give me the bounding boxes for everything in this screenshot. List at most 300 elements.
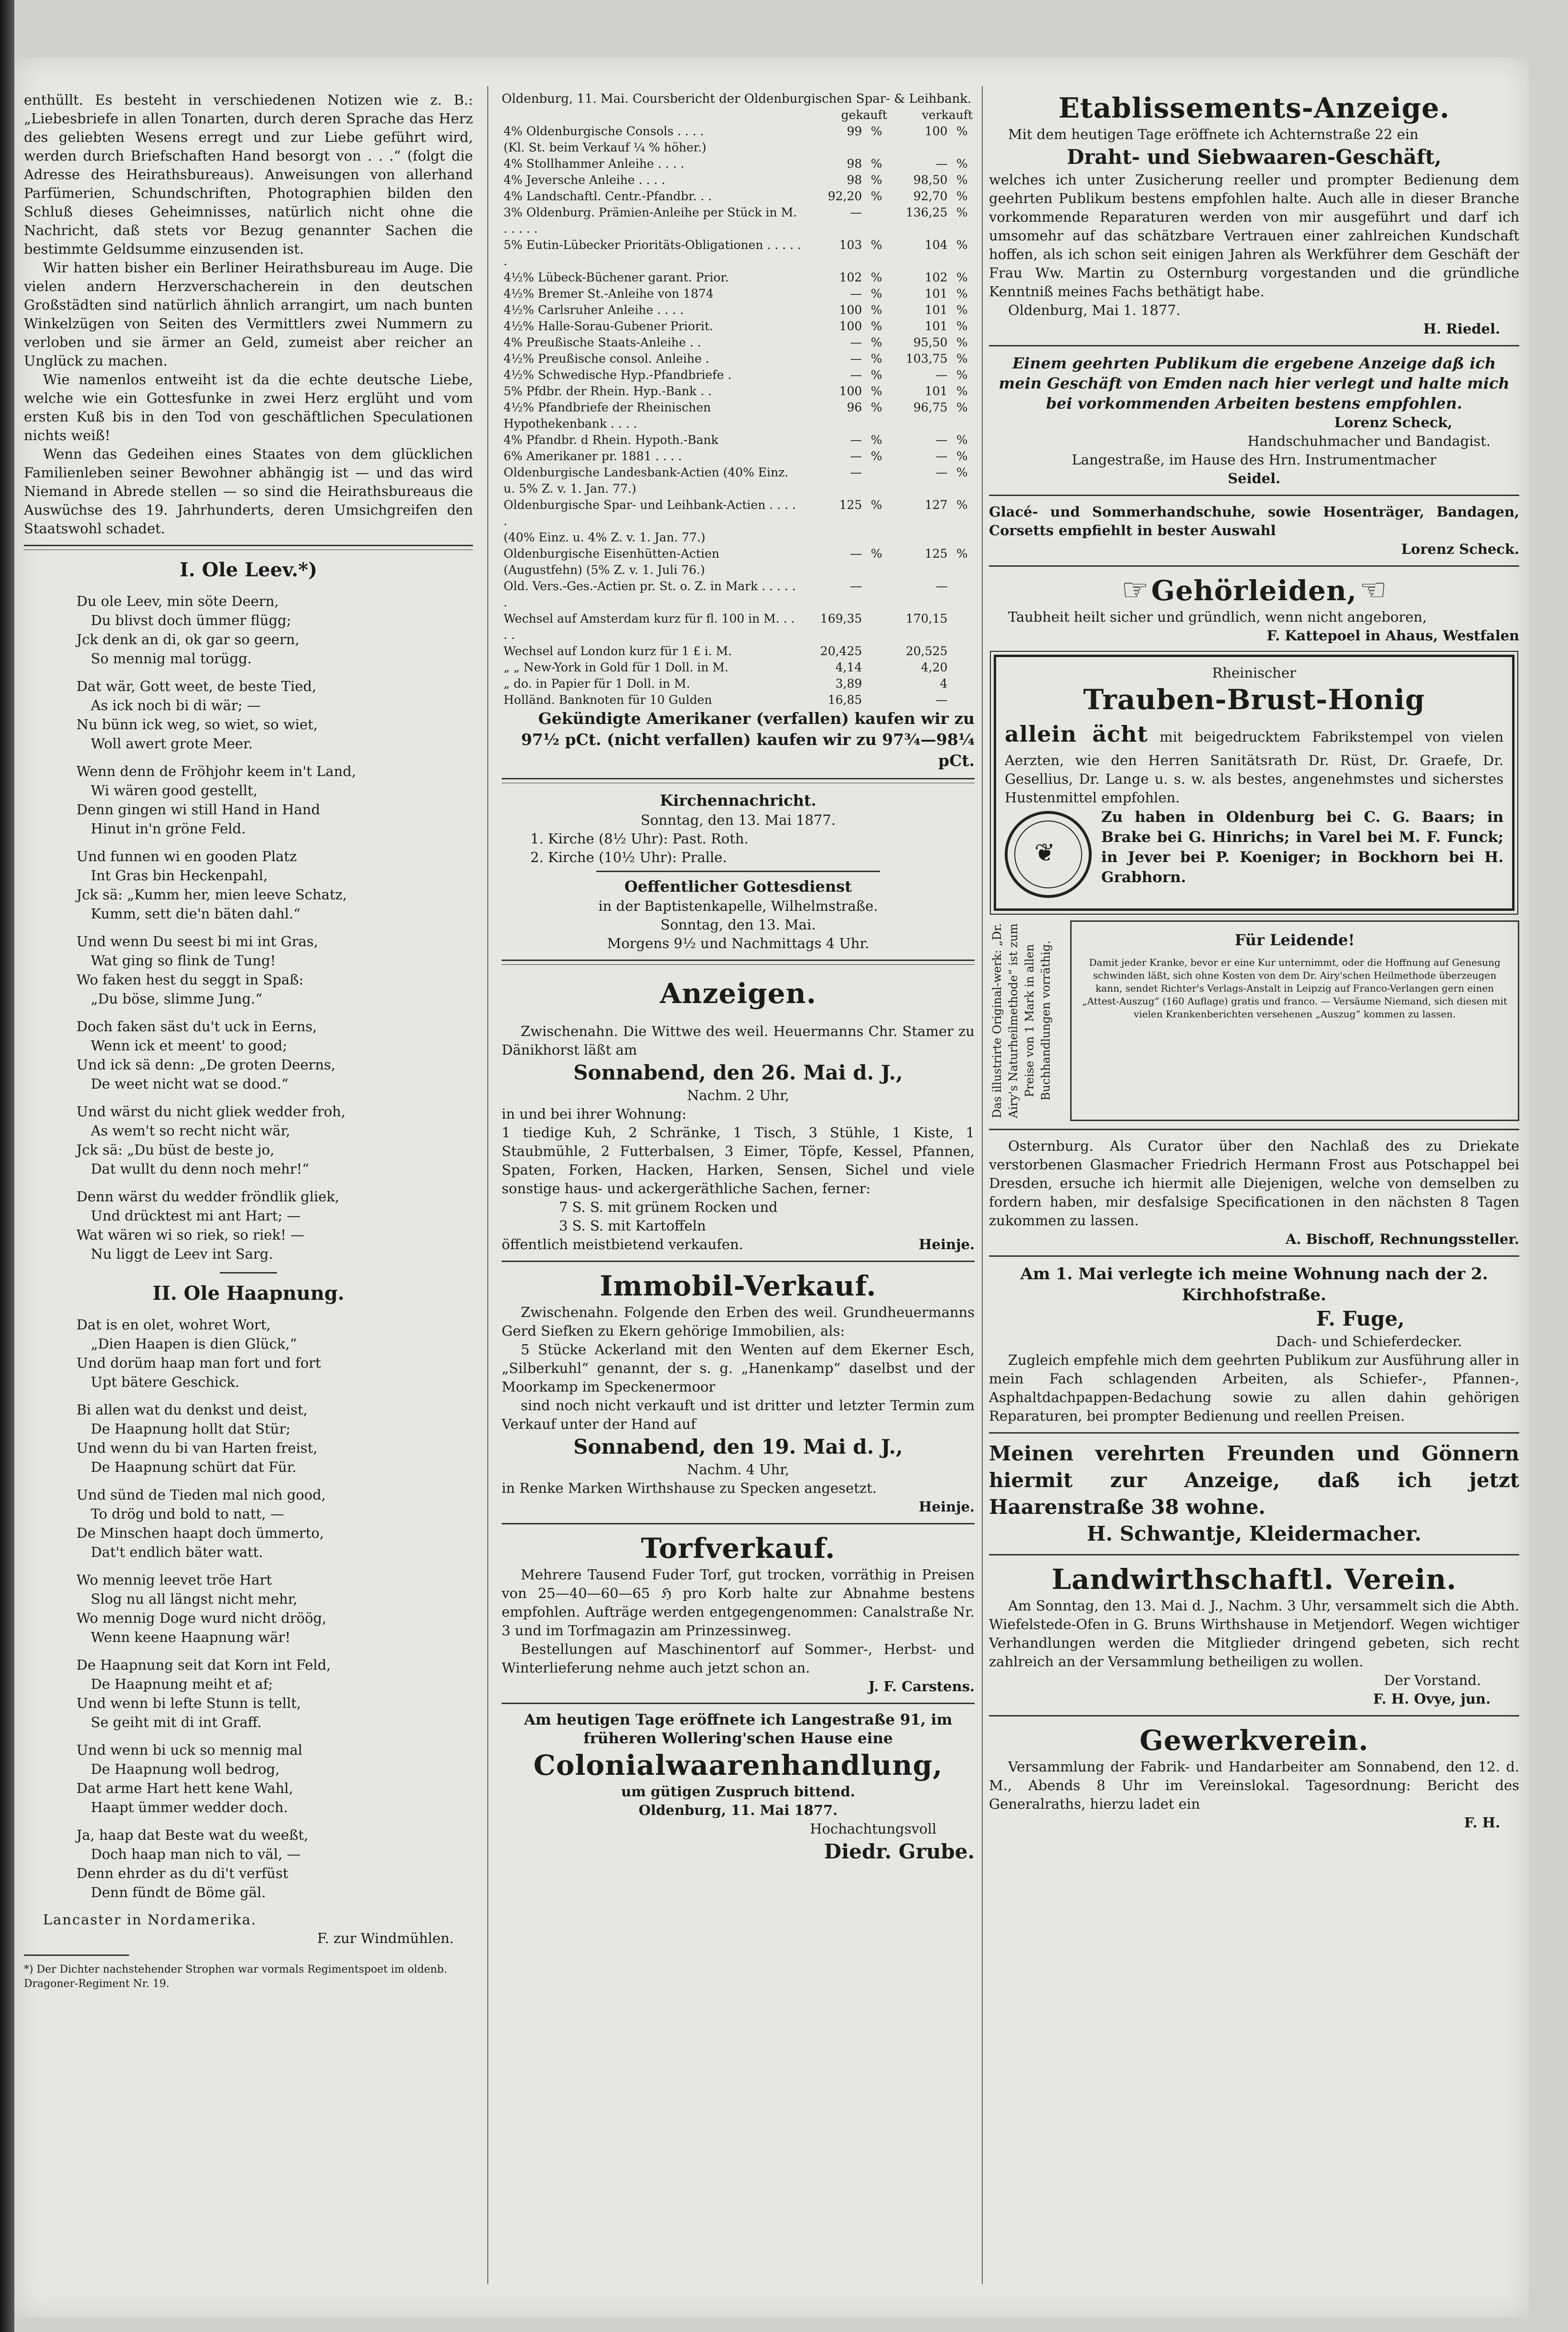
poem-stanza [76, 1315, 473, 1392]
course-name: 4% Preußische Staats-Anleihe . . [504, 335, 701, 349]
poem-stanza [76, 1187, 473, 1263]
course-unit: % [870, 384, 882, 398]
torf-signature: J. F. Carstens. [868, 1678, 975, 1695]
course-name: (Kl. St. beim Verkauf ¼ % höher.) [504, 140, 707, 154]
landwirt-board: Der Vorstand. [1384, 1672, 1481, 1688]
divider [502, 1261, 975, 1262]
course-unit [949, 692, 975, 708]
course-sold: 136,25 [905, 205, 948, 219]
col-gekauft: gekauft [841, 108, 887, 122]
course-bought: 100 [839, 303, 862, 317]
poem-stanza [76, 762, 473, 838]
leidende-box [1070, 920, 1519, 1121]
poem-line: Doch faken säst du't uck in Eerns, [76, 1018, 317, 1035]
colonial-regards: Hochachtungsvoll [810, 1821, 936, 1837]
course-unit: % [870, 189, 882, 203]
course-sold: 96,75 [913, 400, 948, 414]
course-bought: — [850, 579, 862, 593]
poem-line: Se geiht mit di int Graff. [91, 1714, 262, 1730]
poem-line: Jck denk an di, ok gar so geern, [76, 631, 300, 648]
course-bought: 98 [847, 173, 862, 187]
poem-line: De Haapnung meiht et af; [91, 1676, 273, 1692]
poem-line: Denn gingen wi still Hand in Hand [76, 801, 321, 818]
poem-line: Und sünd de Tieden mal nich good, [76, 1487, 326, 1503]
course-unit: % [870, 433, 882, 447]
course-bought: 96 [847, 400, 862, 414]
church-2: 2. Kirche (10½ Uhr): Pralle. [530, 849, 727, 865]
course-unit: % [956, 157, 968, 171]
footnote: *) Der Dichter nachstehender Strophen war vormals Regimentspoet im oldenb. Dragoner-Regiment Nr. 19. [24, 1964, 447, 1990]
course-row [502, 643, 975, 659]
course-unit: % [956, 547, 968, 561]
article-paragraph: Wenn das Gedeihen eines Staates von dem glücklichen Familienleben seiner Bewohner abhängig ist — und das wird Niemand in Abrede stellen — so sind die Heirathsbureaus die Auswüchse des 19. Jahrhunderts, deren Umsichgreifen den Staatswohl schadet. [24, 446, 473, 537]
immobil-items: 5 Stücke Ackerland mit den Wenten auf dem Ekerner Esch, „Silberkuhl“ genannt, der s. g. „Hanenkamp“ daselbst und der Moorkamp im Speckenermoor [502, 1341, 975, 1395]
auction-signature: Heinje. [919, 1236, 975, 1252]
etab-intro: Mit dem heutigen Tage eröffnete ich Achternstraße 22 ein [1008, 126, 1418, 142]
honig-claim: allein ächt [1005, 721, 1148, 747]
course-sold: — [935, 157, 948, 171]
course-name: 4% Stollhammer Anleihe . . . . [504, 157, 685, 171]
poem-stanza [76, 1017, 473, 1093]
course-bought: 99 [847, 124, 862, 138]
course-bought: 98 [847, 157, 862, 171]
course-name: Oldenburgische Eisenhütten-Actien (Augustfehn) (5% Z. v. 1. Juli 76.) [504, 547, 720, 577]
poem-line: De Haapnung woll bedrog, [91, 1761, 280, 1777]
auction-item-rocken: 7 S. S. mit grünem Rocken und [559, 1199, 778, 1215]
course-unit: % [956, 124, 968, 138]
course-unit [864, 578, 889, 611]
honig-claim-line [1005, 717, 1504, 807]
course-unit [864, 611, 889, 643]
course-sold: 92,70 [913, 189, 948, 203]
poem-title-ole-haapnung: II. Ole Haapnung. [152, 1282, 344, 1305]
poem-line: Wi wären good gestellt, [91, 782, 258, 799]
course-unit: % [870, 124, 882, 138]
divider [989, 495, 1519, 496]
course-unit [949, 140, 975, 156]
divider [989, 1432, 1519, 1434]
etab-date: Oldenburg, Mai 1. 1877. [1008, 302, 1181, 318]
divider [502, 778, 975, 783]
poem-line: Wenn denn de Fröhjohr keem in't Land, [76, 763, 356, 779]
fuge-text: Zugleich empfehle mich dem geehrten Publikum zur Ausführung aller in mein Fach schlagenden Arbeiten, als Schiefer-, Pfannen-, Asphaltdachpappen-Bedachung sowie zu allen dahin gehörigen Reparaturen, bei prompter Bedienung und reellen Preisen. [989, 1352, 1519, 1424]
service-2: Sonntag, den 13. Mai. [660, 917, 816, 933]
course-row [502, 270, 975, 286]
poem-line: Nu liggt de Leev int Sarg. [91, 1246, 273, 1262]
course-sold: 101 [924, 303, 948, 317]
course-unit: % [956, 384, 968, 398]
poem-line: Dat is en olet, wohret Wort, [76, 1317, 271, 1333]
poem-line: Haapt ümmer wedder doch. [91, 1799, 288, 1815]
column-rule [487, 86, 488, 2284]
poem-line: Dat arme Hart hett kene Wahl, [76, 1780, 293, 1796]
course-bought: 102 [839, 270, 862, 284]
auction-place: in und bei ihrer Wohnung: [502, 1106, 687, 1122]
course-unit [864, 464, 889, 497]
poem-line: Woll awert grote Meer. [91, 735, 253, 752]
course-unit [949, 529, 975, 546]
immobil-date: Sonnabend, den 19. Mai d. J., [573, 1435, 903, 1458]
course-unit: % [956, 303, 968, 317]
poem-stanza [76, 1485, 473, 1562]
course-row [502, 367, 975, 383]
course-unit [864, 140, 889, 156]
poem-line: Dat wär, Gott weet, de beste Tied, [76, 678, 317, 694]
divider [502, 960, 975, 965]
zickenheimer-seal [1005, 811, 1092, 898]
poem-line: Denn wärst du wedder fröndlik gliek, [76, 1188, 340, 1205]
course-row [502, 611, 975, 643]
poem-line: De Minschen haapt doch ümmerto, [76, 1525, 324, 1541]
divider [989, 1554, 1519, 1555]
poem-stanza [76, 1655, 473, 1732]
poem-line: Wat wären wi so riek, so riek! — [76, 1227, 304, 1243]
course-name: 4½% Pfandbriefe der Rheinischen Hypothekenbank . . . . [504, 400, 711, 431]
poem-line: Upt bätere Geschick. [91, 1374, 240, 1390]
poem-line: To drög und bold to natt, — [91, 1506, 284, 1522]
course-sold: — [935, 579, 948, 593]
poem-line: Wenn ick et meent' to good; [91, 1037, 288, 1054]
course-sold: 102 [924, 270, 948, 284]
poem-line: Dat wullt du denn noch mehr!“ [91, 1161, 310, 1177]
course-name: 4½% Lübeck-Büchener garant. Prior. [504, 270, 729, 284]
course-bought: 16,85 [827, 693, 862, 707]
poem-line: Bi allen wat du denkst und deist, [76, 1402, 308, 1418]
torf-title: Torfverkauf. [641, 1532, 836, 1565]
course-unit: % [956, 205, 968, 219]
course-row [502, 172, 975, 188]
poem-stanza [76, 932, 473, 1008]
course-table-header [502, 107, 975, 123]
poem-line: Doch haap man nich to väl, — [91, 1846, 301, 1862]
divider [220, 1272, 277, 1274]
course-sold: — [935, 693, 948, 707]
course-row [502, 123, 975, 140]
honig-sellers: Zu haben in Oldenburg bei C. G. Baars; in Brake bei G. Hinrichs; in Varel bei M. F. Funck; in Jever bei P. Koeniger; in Bockhorn bei H. Grabhorn. [1101, 809, 1504, 886]
course-name: Wechsel auf London kurz für 1 £ i. M. [504, 644, 732, 658]
poem-line: De Haapnung hollt dat Stür; [91, 1421, 290, 1437]
course-bought: 169,35 [820, 612, 862, 626]
course-unit: % [870, 400, 882, 414]
course-row [502, 302, 975, 318]
course-sold: 170,15 [905, 612, 948, 626]
poem-ole-haapnung [24, 1315, 473, 1902]
poem-line: Und wenn Du seest bi mi int Gras, [76, 933, 318, 950]
scheck-trade: Handschuhmacher und Bandagist. [1247, 433, 1491, 449]
divider [24, 1954, 129, 1956]
course-row [502, 156, 975, 172]
course-name: Oldenburgische Spar- und Leihbank-Actien . . . . . [504, 498, 796, 528]
column-3 [989, 91, 1519, 1832]
honig-text: mit beigedrucktem Fabrikstempel von vielen Aerzten, wie den Herren Sanitätsrath Dr. Rüst, Dr. Graefe, Dr. Gesellius, Dr. Lange u. s. w. als bestes, angenehmstes und sicherstes Hustenmittel empfohlen. [1005, 729, 1504, 806]
schwantje-notice: Meinen verehrten Freunden und Gönnern hiermit zur Anzeige, daß ich jetzt Haarenstraße 38 wohne. [989, 1442, 1519, 1519]
divider [989, 565, 1519, 567]
course-bought: 20,425 [820, 644, 862, 658]
poem-line: Int Gras bin Heckenpahl, [91, 867, 268, 884]
church-title: Kirchennachricht. [660, 791, 816, 810]
poem-line: Wat ging so flink de Tung! [91, 952, 276, 969]
frost-signature: A. Bischoff, Rechnungssteller. [1285, 1231, 1519, 1247]
immobil-signature: Heinje. [919, 1499, 975, 1515]
auction-time: Nachm. 2 Uhr, [687, 1087, 790, 1103]
poem-line: Ja, haap dat Beste wat du weeßt, [76, 1827, 309, 1843]
course-row [502, 351, 975, 367]
course-sold: 4,20 [921, 660, 948, 674]
course-unit: % [956, 319, 968, 333]
landwirt-title: Landwirthschaftl. Verein. [1052, 1563, 1457, 1596]
fuge-name: F. Fuge, [1316, 1307, 1405, 1330]
poem-line: Jck sä: „Kumm her, mien leeve Schatz, [76, 886, 347, 903]
grape-icon: ❦ [1034, 839, 1055, 867]
course-unit: % [870, 352, 882, 366]
course-name: 4½% Carlsruher Anleihe . . . . [504, 303, 684, 317]
course-row [502, 464, 975, 497]
poem-line: De Haapnung schürt dat Für. [91, 1459, 297, 1475]
fuge-trade: Dach- und Schieferdecker. [1276, 1333, 1462, 1350]
poem-line: As wem't so recht nicht wär, [91, 1123, 290, 1139]
course-unit [864, 692, 889, 708]
course-name: „ „ New-York in Gold für 1 Doll. in M. [504, 660, 729, 674]
course-name: (40% Einz. u. 4% Z. v. 1. Jan. 77.) [504, 530, 706, 544]
poem-line: As ick noch bi di wär; — [91, 697, 261, 713]
honig-ad [994, 655, 1514, 911]
course-unit: % [870, 287, 882, 301]
course-name: 4½% Schwedische Hyp.-Pfandbriefe . [504, 368, 732, 382]
airy-book-side: Das illustrirte Original-werk: „Dr. Airy's Naturheilmethode“ ist zum Preise von 1 Mark in allen Buchhandlungen vorräthig. [990, 923, 1052, 1119]
course-unit: % [870, 335, 882, 349]
course-unit: % [956, 238, 968, 252]
course-row [502, 497, 975, 529]
book-binding [0, 0, 14, 2332]
course-unit: % [956, 189, 968, 203]
course-bought: — [850, 433, 862, 447]
poem-stanza [76, 1740, 473, 1817]
leidende-title: Für Leidende! [1235, 931, 1355, 949]
poem-stanza [76, 1570, 473, 1647]
col-verkauft: verkauft [922, 108, 973, 122]
divider [502, 1523, 975, 1524]
pointing-hand-left-icon: ☜ [1359, 572, 1387, 608]
course-name: 5% Pfdbr. der Rhein. Hyp.-Bank . . [504, 384, 712, 398]
course-unit [864, 659, 889, 676]
column-1 [24, 91, 473, 1991]
poem-ole-leev [24, 592, 473, 1263]
poem-line: Und wenn du bi van Harten freist, [76, 1440, 318, 1456]
course-row [502, 529, 975, 546]
course-unit: % [956, 352, 968, 366]
auction-closing [502, 1235, 975, 1254]
article-paragraph: Wir hatten bisher ein Berliner Heirathsbureau im Auge. Die vielen andern Herzverschacherein in den deutschen Großstädten sind natürlich ähnlich arrangirt, um nach bunten Winkelzügen von Seiten des Vermittlers zwei Nummern zu verloben und sie ärmer an Geld, zumeist aber reicher an Unglück zu machen. [24, 259, 473, 369]
frost-text: Osternburg. Als Curator über den Nachlaß des zu Driekate verstorbenen Glasmacher Friedrich Hermann Frost aus Potschappel bei Dresden, ersuche ich hiermit alle Diejenigen, welche von demselben zu fordern haben, mir desfalsige Specificationen in den nächsten 8 Tagen zukommen zu lassen. [989, 1138, 1519, 1229]
course-row [502, 692, 975, 708]
church-date: Sonntag, den 13. Mai 1877. [640, 812, 836, 828]
glace-text: Glacé- und Sommerhandschuhe, sowie Hosenträger, Bandagen, Corsetts empfiehlt in bester Auswahl [989, 504, 1519, 539]
course-bought: — [850, 335, 862, 349]
signoff-author: F. zur Windmühlen. [317, 1930, 454, 1946]
course-bought: — [850, 205, 862, 219]
gewerk-title: Gewerkverein. [1139, 1724, 1369, 1757]
poem-line: Wo faken hest du seggt in Spaß: [76, 972, 304, 988]
scheck-notice: Einem geehrten Publikum die ergebene Anzeige daß ich mein Geschäft von Emden nach hier verlegt und halte mich bei vorkommenden Arbeiten bestens empfohlen. [999, 354, 1510, 412]
course-row [502, 448, 975, 464]
course-unit [864, 205, 889, 237]
course-sold [889, 140, 949, 156]
course-unit: % [870, 319, 882, 333]
course-unit: % [870, 449, 882, 463]
divider [502, 1703, 975, 1704]
course-bought: — [850, 352, 862, 366]
immobil-time: Nachm. 4 Uhr, [687, 1461, 790, 1478]
course-name: 4% Jeversche Anleihe . . . . [504, 173, 666, 187]
poem-line: Und wenn bi lefte Stunn is tellt, [76, 1695, 301, 1711]
poem-stanza [76, 592, 473, 668]
course-bought: — [850, 449, 862, 463]
honig-origin: Rheinischer [1212, 665, 1296, 681]
poem-line: Nu bünn ick weg, so wiet, so wiet, [76, 716, 318, 733]
landwirt-signature: F. H. Ovye, jun. [1373, 1691, 1491, 1707]
course-bought: 92,20 [827, 189, 862, 203]
course-sold: 100 [924, 124, 948, 138]
course-unit: % [870, 157, 882, 171]
poem-line: „Du böse, slimme Jung.“ [91, 991, 263, 1007]
poem-stanza [76, 1102, 473, 1178]
course-row [502, 578, 975, 611]
article-paragraph: enthüllt. Es besteht in verschiedenen Notizen wie z. B.: „Liebesbriefe in allen Tonarten, durch deren Sprache das Herz des geliebten Wesens erregt und zur Liebe geführt wird, werden durch Briefschaften Hand besorgt von . . .“ (folgt die Adresse des Heirathsbureaus). Anweisungen von allerhand Parfümerien, Schundschriften, Photographien bilden den Schluß dieses Geheimnisses, natürlich nicht ohne die Nachricht, daß stets vor Bezug genannter Sachen die bestimmte Geldsumme einzusenden ist. [24, 92, 473, 257]
course-sold: — [935, 449, 948, 463]
course-unit: % [956, 433, 968, 447]
course-sold: 101 [924, 384, 948, 398]
poem-line: Denn ehrder as du di't verfüst [76, 1865, 289, 1881]
gewerk-text: Versammlung der Fabrik- und Handarbeiter am Sonnabend, den 12. d. M., Abends 8 Uhr im Vereinslokal. Tagesordnung: Bericht des Generalraths, hierzu ladet ein [989, 1759, 1519, 1812]
course-name: 4% Oldenburgische Consols . . . . [504, 124, 704, 138]
immobil-status: sind noch nicht verkauft und ist dritter und letzter Termin zum Verkauf unter der Hand auf [502, 1397, 975, 1432]
course-row [502, 188, 975, 205]
divider [24, 545, 473, 550]
divider [989, 1255, 1519, 1257]
course-name: 4½% Bremer St.-Anleihe von 1874 [504, 287, 714, 301]
course-unit [949, 578, 975, 611]
course-sold: 20,525 [905, 644, 948, 658]
poem-line: Und wärst du nicht gliek wedder froh, [76, 1103, 346, 1120]
course-bought: 4,14 [835, 660, 862, 674]
course-name: 4% Pfandbr. d Rhein. Hypoth.-Bank [504, 433, 719, 447]
gehor-title: Gehörleiden, [1151, 574, 1357, 607]
course-unit [949, 676, 975, 692]
course-name: 3% Oldenburg. Prämien-Anleihe per Stück in M. . . . . . [504, 205, 797, 236]
course-unit: % [870, 270, 882, 284]
course-row [502, 286, 975, 302]
poem-line: Wo mennig leevet tröe Hart [76, 1572, 272, 1588]
course-row [502, 140, 975, 156]
course-unit [864, 529, 889, 546]
poem-line: So mennig mal torügg. [91, 650, 252, 667]
colonial-signature: Diedr. Grube. [824, 1840, 975, 1863]
course-sold [889, 529, 949, 546]
divider [989, 1715, 1519, 1717]
etab-signature: H. Riedel. [1423, 321, 1500, 337]
course-unit: % [956, 335, 968, 349]
etab-text: welches ich unter Zusicherung reeller und prompter Bedienung dem geehrten Publikum bestens empfohlen halte. Auch alle in dieser Branche vorkommende Reparaturen werden von mir ausgeführt und darf ich umsomehr auf das schätzbare Vertrauen einer zahlreichen Kundschaft hoffen, als ich schon seit einigen Jahren als Werkführer dem Geschäft der Frau Ww. Martin zu Osternburg vorgestanden und die gründliche Kenntniß meines Fachs bethätigt habe. [989, 172, 1519, 300]
poem-line: Denn fündt de Böme gäl. [91, 1884, 266, 1900]
poem-line: Kumm, sett die'n bäten dahl.“ [91, 906, 301, 922]
course-bought [804, 529, 864, 546]
poem-line: De weet nicht wat se dood.“ [91, 1076, 289, 1092]
course-unit: % [956, 287, 968, 301]
course-row [502, 318, 975, 335]
poem-stanza [76, 1825, 473, 1902]
column-rule [982, 86, 983, 2284]
course-unit [864, 676, 889, 692]
course-sold: 95,50 [913, 335, 948, 349]
landwirt-text: Am Sonntag, den 13. Mai d. J., Nachm. 3 Uhr, versammelt sich die Abth. Wiefelstede-Ofen in G. Bruns Wirthshause in Metjendorf. Wegen wichtiger Verhandlungen werden die Mitglieder dringend gebeten, sich recht zahlreich an der Versammlung betheiligen zu wollen. [989, 1598, 1519, 1670]
glace-signature: Lorenz Scheck. [1401, 541, 1519, 557]
course-sold: 101 [924, 287, 948, 301]
course-sold: 104 [924, 238, 948, 252]
course-name: 4% Landschaftl. Centr.-Pfandbr. . . [504, 189, 712, 203]
poem-line: Slog nu all längst nicht mehr, [91, 1591, 298, 1607]
course-unit: % [870, 303, 882, 317]
poem-line: Wo mennig Doge wurd nicht dröög, [76, 1610, 327, 1626]
poem-line: De Haapnung seit dat Korn int Feld, [76, 1657, 331, 1673]
poem-line: Jck sä: „Du büst de beste jo, [76, 1142, 275, 1158]
poem-line: Hinut in'n gröne Feld. [91, 821, 246, 837]
course-unit: % [870, 368, 882, 382]
auction-closing-text: öffentlich meistbietend verkaufen. [502, 1236, 743, 1252]
course-unit: % [870, 238, 882, 252]
poem-stanza [76, 677, 473, 753]
poem-line: Du blivst doch ümmer flügg; [91, 612, 291, 628]
divider [989, 345, 1519, 346]
course-bought: — [850, 368, 862, 382]
auction-date: Sonnabend, den 26. Mai d. J., [573, 1061, 903, 1084]
course-row [502, 237, 975, 270]
course-unit: % [870, 498, 882, 512]
leidende-text: Damit jeder Kranke, bevor er eine Kur unternimmt, oder die Hoffnung auf Genesung schwinden läßt, sich ohne Kosten von dem Dr. Airy'schen Heilmethode überzeugen kann, sendet Richter's Verlags-Anstalt in Leipzig auf Franco-Verlangen gern einen „Attest-Auszug“ (160 Auflage) gratis und franco. — Versäume Niemand, sich diesen mit vielen Krankenberichten versehenen „Auszug“ kommen zu lassen. [1082, 957, 1507, 1020]
course-unit: % [956, 449, 968, 463]
course-sold: 101 [924, 319, 948, 333]
service-title: Oeffentlicher Gottesdienst [624, 877, 852, 896]
poem-stanza [76, 1400, 473, 1477]
auction-items: 1 tiedige Kuh, 2 Schränke, 1 Tisch, 3 Stühle, 1 Kiste, 1 Staubmühle, 2 Futterbalsen, 3 Eimer, Töpfe, Kessel, Pfannen, Spaten, Forken, Hacken, Harken, Sensen, Sichel und viele sonstige haus- und ackergeräthliche Sachen, ferner: [502, 1124, 975, 1197]
course-row [502, 432, 975, 448]
schwantje-signature: H. Schwantje, Kleidermacher. [1086, 1522, 1422, 1545]
course-name: 5% Eutin-Lübecker Prioritäts-Obligationen . . . . . . [504, 238, 801, 268]
course-row [502, 659, 975, 676]
course-bought: 3,89 [835, 677, 862, 691]
colonial-request: um gütigen Zuspruch bittend. [621, 1783, 855, 1800]
course-name: 6% Amerikaner pr. 1881 . . . . [504, 449, 682, 463]
course-report-heading: Oldenburg, 11. Mai. Coursbericht der Oldenburgischen Spar- & Leihbank. [502, 92, 972, 106]
course-unit: % [956, 498, 968, 512]
auction-intro: Zwischenahn. Die Wittwe des weil. Heuermanns Chr. Stamer zu Dänikhorst läßt am [502, 1023, 975, 1058]
course-sold: 98,50 [913, 173, 948, 187]
gehor-text: Taubheit heilt sicher und gründlich, wenn nicht angeboren, [1008, 609, 1427, 625]
course-bought: 125 [839, 498, 862, 512]
fuge-notice: Am 1. Mai verlegte ich meine Wohnung nach der 2. Kirchhofstraße. [1020, 1264, 1488, 1305]
church-1: 1. Kirche (8½ Uhr): Past. Roth. [530, 831, 749, 847]
torf-orders: Bestellungen auf Maschinentorf auf Sommer-, Herbst- und Winterlieferung nehme auch jetzt schon an. [502, 1641, 975, 1676]
etab-business: Draht- und Siebwaaren-Geschäft, [1066, 145, 1442, 169]
course-bought [804, 140, 864, 156]
course-bought: — [850, 547, 862, 561]
course-table [502, 107, 975, 708]
course-name: Holländ. Banknoten für 10 Gulden [504, 693, 712, 707]
course-unit: % [956, 400, 968, 414]
course-unit [864, 643, 889, 659]
scheck-house: Seidel. [1227, 470, 1281, 486]
article-paragraph: Wie namenlos entweiht ist da die echte deutsche Liebe, welche wie ein Gottesfunke in zwei Herz erglüht und vom ersten Kuß bis in den Tod von geschäftlichen Speculationen nichts weiß! [24, 371, 473, 443]
poem-line: Dat't endlich bäter watt. [91, 1544, 263, 1560]
